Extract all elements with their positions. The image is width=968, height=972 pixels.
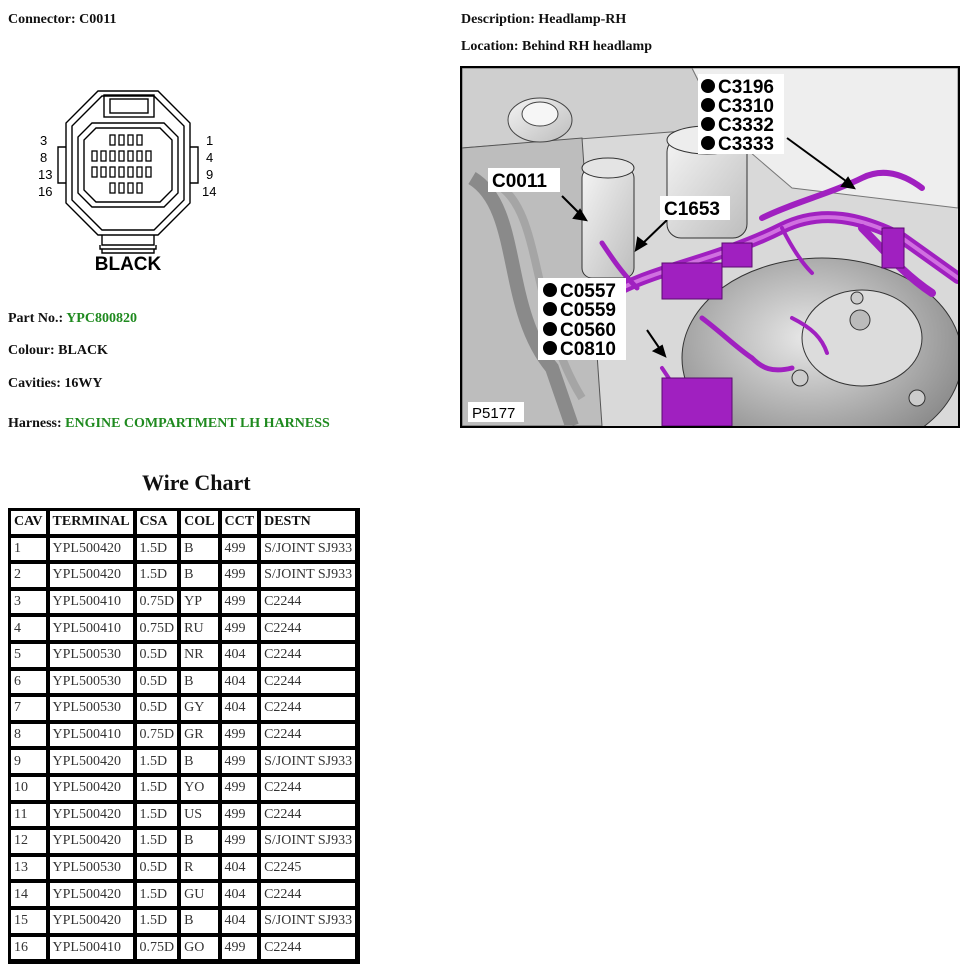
table-cell: GU — [180, 882, 220, 909]
table-cell: YPL500530 — [49, 696, 136, 723]
table-cell: S/JOINT SJ933 — [260, 749, 358, 776]
table-row — [10, 723, 358, 750]
table-cell: B — [180, 563, 220, 590]
table-cell: 0.75D — [136, 936, 181, 963]
table-cell: 9 — [10, 749, 49, 776]
table-cell: 499 — [221, 590, 261, 617]
table-cell: GY — [180, 696, 220, 723]
callout-bottom-group: C0559 — [560, 300, 616, 321]
table-cell: YPL500420 — [49, 882, 136, 909]
table-cell: 404 — [221, 909, 261, 936]
table-cell: C2244 — [260, 643, 358, 670]
table-cell: 11 — [10, 803, 49, 830]
table-cell: R — [180, 856, 220, 883]
table-cell: US — [180, 803, 220, 830]
cavity-number-left: 8 — [40, 150, 48, 165]
wire-chart-table — [8, 508, 360, 964]
table-cell: 1.5D — [136, 829, 181, 856]
table-cell: C2244 — [260, 723, 358, 750]
table-cell: 499 — [221, 563, 261, 590]
cavity-number-right: 4 — [206, 150, 214, 165]
table-cell: GO — [180, 936, 220, 963]
table-cell: 499 — [221, 936, 261, 963]
callout-top-group: C3196 — [718, 77, 774, 98]
table-row — [10, 563, 358, 590]
callout-bottom-group: C0557 — [560, 281, 616, 302]
table-cell: RU — [180, 616, 220, 643]
connector-face-diagram — [30, 85, 230, 280]
table-cell: 1.5D — [136, 882, 181, 909]
part-number-value: YPC800820 — [66, 311, 137, 326]
table-row — [10, 776, 358, 803]
table-cell: 404 — [221, 670, 261, 697]
callout-top-group: C3332 — [718, 115, 774, 136]
table-row — [10, 856, 358, 883]
table-cell: YPL500410 — [49, 616, 136, 643]
table-cell: 499 — [221, 829, 261, 856]
table-cell: 0.5D — [136, 670, 181, 697]
table-cell: 0.5D — [136, 696, 181, 723]
table-cell: 1.5D — [136, 749, 181, 776]
table-cell: 2 — [10, 563, 49, 590]
table-row — [10, 537, 358, 564]
table-row — [10, 803, 358, 830]
table-cell: C2244 — [260, 776, 358, 803]
column-header: CSA — [136, 510, 181, 537]
table-cell: B — [180, 537, 220, 564]
table-row — [10, 749, 358, 776]
table-cell: S/JOINT SJ933 — [260, 563, 358, 590]
cavity-number-left: 13 — [38, 167, 53, 182]
table-cell: 404 — [221, 856, 261, 883]
callout-c1653: C1653 — [664, 199, 720, 220]
table-cell: YPL500530 — [49, 643, 136, 670]
connector-label: Connector: C0011 — [8, 12, 117, 27]
table-cell: 1 — [10, 537, 49, 564]
table-cell: YPL500410 — [49, 723, 136, 750]
table-cell: 16 — [10, 936, 49, 963]
table-cell: YPL500420 — [49, 537, 136, 564]
table-cell: 404 — [221, 643, 261, 670]
table-cell: 8 — [10, 723, 49, 750]
table-cell: C2244 — [260, 616, 358, 643]
table-cell: YPL500530 — [49, 670, 136, 697]
table-row — [10, 670, 358, 697]
table-cell: C2244 — [260, 696, 358, 723]
table-cell: YP — [180, 590, 220, 617]
table-cell: YO — [180, 776, 220, 803]
table-cell: 499 — [221, 803, 261, 830]
callout-bottom-group: C0560 — [560, 320, 616, 341]
part-number-label: Part No.: — [8, 311, 64, 326]
wire-chart-body — [10, 537, 358, 963]
table-cell: 15 — [10, 909, 49, 936]
table-cell: NR — [180, 643, 220, 670]
table-row — [10, 590, 358, 617]
table-cell: YPL500420 — [49, 803, 136, 830]
cavity-number-right: 9 — [206, 167, 214, 182]
table-cell: C2244 — [260, 803, 358, 830]
table-row — [10, 616, 358, 643]
table-row — [10, 829, 358, 856]
table-cell: 0.75D — [136, 723, 181, 750]
table-cell: 1.5D — [136, 803, 181, 830]
column-header: DESTN — [260, 510, 358, 537]
table-row — [10, 696, 358, 723]
callout-top-group: C3333 — [718, 134, 774, 155]
table-cell: YPL500420 — [49, 563, 136, 590]
table-cell: C2245 — [260, 856, 358, 883]
table-cell: C2244 — [260, 882, 358, 909]
harness-label: Harness: — [8, 416, 62, 431]
connector-color-text: BLACK — [94, 254, 162, 275]
table-cell: 4 — [10, 616, 49, 643]
cavity-number-right: 1 — [206, 133, 214, 148]
table-cell: 499 — [221, 776, 261, 803]
table-cell: 499 — [221, 616, 261, 643]
table-cell: YPL500410 — [49, 590, 136, 617]
table-cell: S/JOINT SJ933 — [260, 829, 358, 856]
table-header-row — [10, 510, 358, 537]
table-cell: S/JOINT SJ933 — [260, 909, 358, 936]
table-cell: YPL500420 — [49, 749, 136, 776]
table-cell: 13 — [10, 856, 49, 883]
table-cell: 499 — [221, 749, 261, 776]
cavity-number-right: 14 — [202, 184, 217, 199]
description-label: Description: Headlamp-RH — [461, 12, 627, 27]
column-header: TERMINAL — [49, 510, 136, 537]
table-cell: 1.5D — [136, 563, 181, 590]
table-cell: 499 — [221, 537, 261, 564]
engine-bay-illustration — [462, 68, 958, 426]
table-cell: 12 — [10, 829, 49, 856]
table-cell: C2244 — [260, 590, 358, 617]
wire-chart-title: Wire Chart — [142, 470, 251, 495]
table-cell: 1.5D — [136, 776, 181, 803]
table-cell: 0.5D — [136, 856, 181, 883]
table-cell: 499 — [221, 723, 261, 750]
column-header: COL — [180, 510, 220, 537]
table-cell: B — [180, 749, 220, 776]
table-cell: YPL500420 — [49, 909, 136, 936]
cavity-number-left: 3 — [40, 133, 48, 148]
table-row — [10, 643, 358, 670]
table-cell: YPL500410 — [49, 936, 136, 963]
table-cell: 1.5D — [136, 537, 181, 564]
table-cell: 7 — [10, 696, 49, 723]
table-cell: 10 — [10, 776, 49, 803]
colour-label: Colour: BLACK — [8, 343, 108, 358]
table-cell: B — [180, 909, 220, 936]
table-cell: YPL500530 — [49, 856, 136, 883]
table-cell: 0.5D — [136, 643, 181, 670]
table-cell: 404 — [221, 696, 261, 723]
harness-value: ENGINE COMPARTMENT LH HARNESS — [65, 416, 330, 431]
column-header: CCT — [221, 510, 261, 537]
table-cell: 6 — [10, 670, 49, 697]
table-row — [10, 936, 358, 963]
callout-c0011: C0011 — [492, 171, 547, 192]
cavity-number-left: 16 — [38, 184, 53, 199]
table-row — [10, 909, 358, 936]
table-cell: B — [180, 829, 220, 856]
table-cell: YPL500420 — [49, 829, 136, 856]
table-cell: 3 — [10, 590, 49, 617]
table-cell: 14 — [10, 882, 49, 909]
table-cell: GR — [180, 723, 220, 750]
table-row — [10, 882, 358, 909]
table-cell: 404 — [221, 882, 261, 909]
harness — [8, 416, 330, 432]
part-number — [8, 311, 137, 327]
table-cell: YPL500420 — [49, 776, 136, 803]
table-cell: 5 — [10, 643, 49, 670]
cavities-label: Cavities: 16WY — [8, 376, 103, 391]
location-label: Location: Behind RH headlamp — [461, 39, 652, 54]
table-cell: C2244 — [260, 670, 358, 697]
callout-top-group: C3310 — [718, 96, 774, 117]
table-cell: 0.75D — [136, 590, 181, 617]
column-header: CAV — [10, 510, 49, 537]
location-illustration — [460, 66, 960, 428]
table-cell: C2244 — [260, 936, 358, 963]
table-cell: 1.5D — [136, 909, 181, 936]
table-cell: B — [180, 670, 220, 697]
table-cell: S/JOINT SJ933 — [260, 537, 358, 564]
callout-bottom-group: C0810 — [560, 339, 616, 360]
table-cell: 0.75D — [136, 616, 181, 643]
figure-reference: P5177 — [472, 405, 516, 422]
